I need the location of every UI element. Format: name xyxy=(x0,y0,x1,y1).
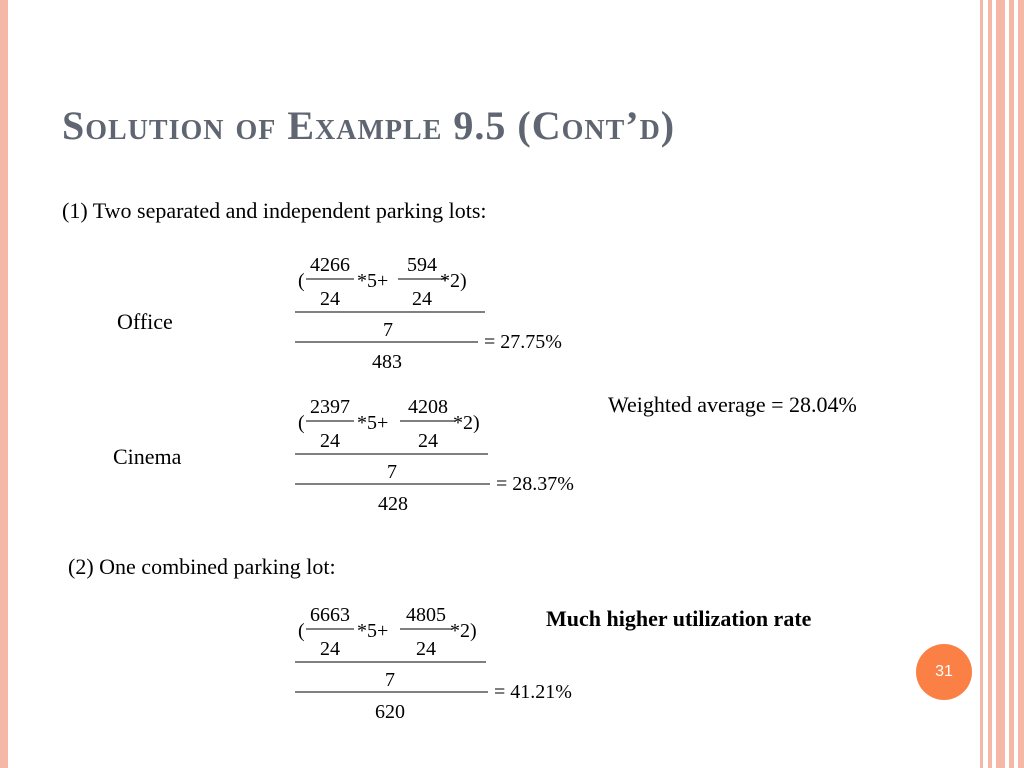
cinema-formula xyxy=(290,392,590,522)
weight-two: *2) xyxy=(440,270,467,292)
numerator-a: 4266 xyxy=(310,254,350,276)
result: = 41.21% xyxy=(494,681,572,703)
numerator-b: 4208 xyxy=(408,396,448,418)
weight-five: *5+ xyxy=(357,412,389,434)
divisor: 7 xyxy=(385,669,395,691)
weight-five: *5+ xyxy=(357,270,389,292)
capacity: 428 xyxy=(378,493,408,515)
capacity: 483 xyxy=(372,351,402,373)
left-border xyxy=(0,0,8,768)
office-label: Office xyxy=(117,309,173,334)
cinema-label: Cinema xyxy=(113,444,182,469)
weight-two: *2) xyxy=(450,620,477,642)
weighted-average: Weighted average = 28.04% xyxy=(608,392,857,417)
denominator-a: 24 xyxy=(320,638,340,660)
section-1-heading: (1) Two separated and independent parking lots: xyxy=(62,198,487,223)
denominator-a: 24 xyxy=(320,430,340,452)
page-number-badge: 31 xyxy=(916,644,972,700)
open-paren: ( xyxy=(298,412,305,434)
divisor: 7 xyxy=(383,319,393,341)
result: = 27.75% xyxy=(484,331,562,353)
combined-formula xyxy=(290,600,590,730)
numerator-a: 2397 xyxy=(310,396,350,418)
slide-title: Solution of Example 9.5 (Cont’d) xyxy=(62,103,676,148)
denominator-b: 24 xyxy=(412,288,432,310)
open-paren: ( xyxy=(298,270,305,292)
office-formula xyxy=(290,250,590,380)
weight-five: *5+ xyxy=(357,620,389,642)
utilization-note: Much higher utilization rate xyxy=(546,606,812,631)
denominator-b: 24 xyxy=(416,638,436,660)
capacity: 620 xyxy=(375,701,405,723)
result: = 28.37% xyxy=(496,473,574,495)
numerator-a: 6663 xyxy=(310,604,350,626)
right-stripes xyxy=(980,0,1024,768)
numerator-b: 4805 xyxy=(406,604,446,626)
divisor: 7 xyxy=(387,461,397,483)
section-2-heading: (2) One combined parking lot: xyxy=(68,554,336,579)
open-paren: ( xyxy=(298,620,305,642)
numerator-b: 594 xyxy=(407,254,437,276)
weight-two: *2) xyxy=(453,412,480,434)
denominator-b: 24 xyxy=(418,430,438,452)
denominator-a: 24 xyxy=(320,288,340,310)
